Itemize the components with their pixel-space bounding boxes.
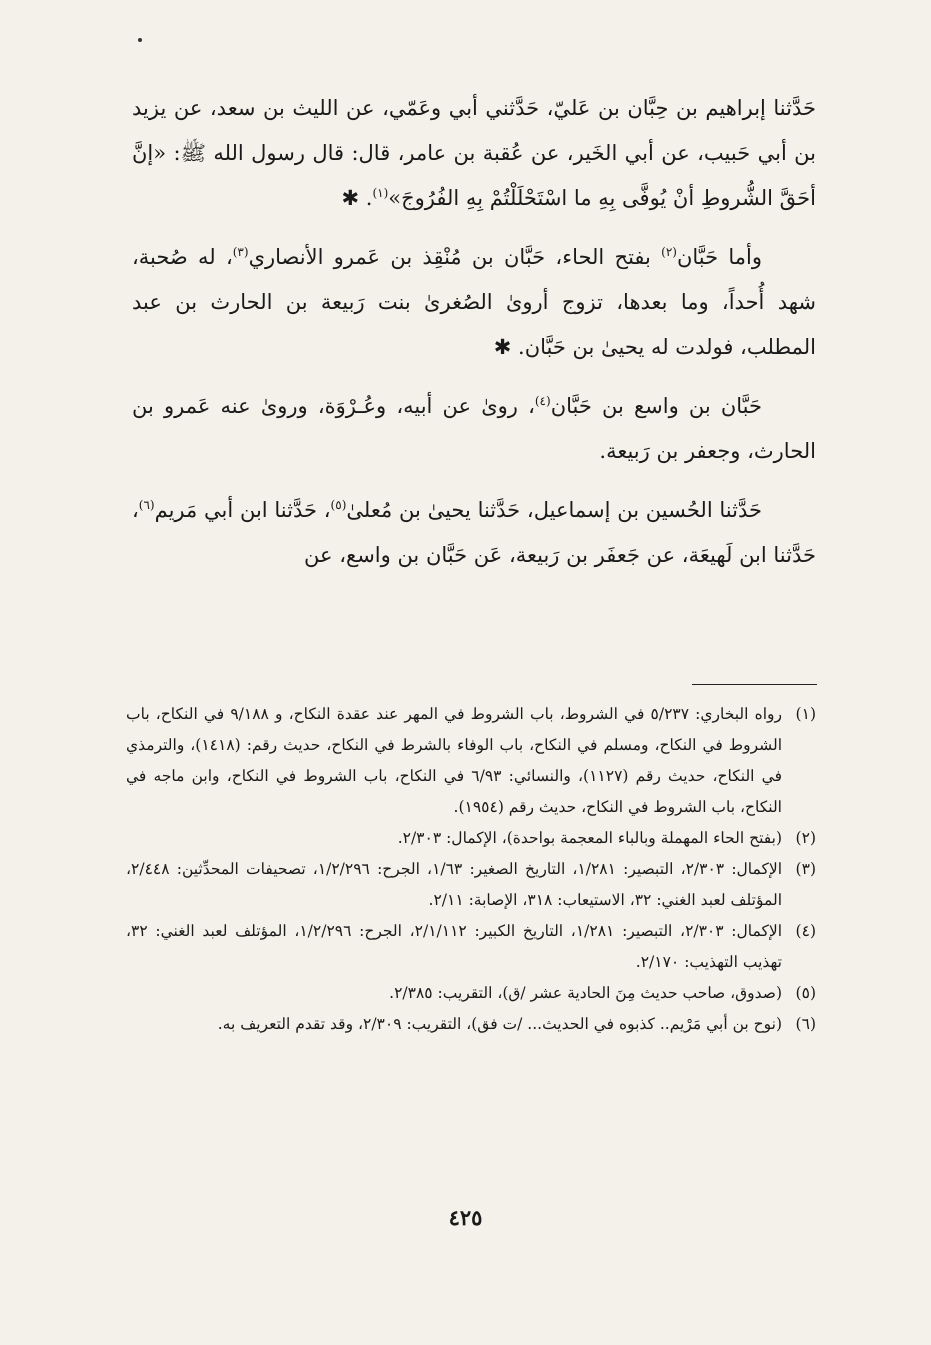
paragraph-text: ، حَدَّثنا ابن لَهيعَة، عن جَعفَر بن رَبيعة، عَن حَبَّان بن واسع، عن	[132, 498, 816, 567]
paragraph-text: حَدَّثنا إبراهيم بن حِبَّان بن عَليّ، حَدَّثني أبي وعَمّي، عن الليث بن سعد، عن يزيد بن أبي حَبيب، عن أبي الخَير، عن عُقبة بن عامر، قال: قال رسول الله ﷺ: «إنَّ أحَقَّ الشُّروطِ أنْ يُوفَّى بِهِ ما اسْتَحْلَلْتُمْ بِهِ الفُرُوجَ»	[132, 96, 816, 210]
footnote	[126, 978, 816, 1009]
footnote	[126, 854, 816, 916]
footnote-number: (٥)	[795, 984, 816, 1002]
footnote-text: الإكمال: ٢/٣٠٣، التبصير: ١/٢٨١، التاريخ الصغير: ١/٦٣، الجرح: ١/٢/٢٩٦، تصحيفات المحدِّثين: ٢/٤٤٨، المؤتلف لعبد الغني: ٣٢، الاستيعاب: ٣١٨، الإصابة: ٢/١١.	[126, 860, 783, 909]
paragraph-text: حَدَّثنا الحُسين بن إسماعيل، حَدَّثنا يحيىٰ بن مُعلىٰ	[346, 498, 762, 522]
footnote-text: (بفتح الحاء المهملة وبالباء المعجمة بواحدة)، الإكمال: ٢/٣٠٣.	[397, 829, 782, 847]
paragraph-text: ، له صُحبة، شهد أُحداً، وما بعدها، تزوج أروىٰ الصُغرىٰ بنت رَبيعة بن الحارث بن عبد المطلب، فولدت له يحيىٰ بن حَبَّان. ✱	[132, 245, 816, 359]
footnote-text: (نوح بن أبي مَرْيم.. كذبوه في الحديث... /ت فق)، التقريب: ٢/٣٠٩، وقد تقدم التعريف به.	[217, 1015, 782, 1033]
main-paragraph	[132, 384, 816, 474]
paragraph-text: وأما حَبَّان	[676, 245, 763, 269]
footnote-number: (٦)	[795, 1015, 816, 1033]
footnote-text: (صدوق، صاحب حديث مِنَ الحادية عشر /ق)، التقريب: ٢/٣٨٥.	[389, 984, 782, 1002]
footnote-marker: (٢)	[661, 245, 677, 259]
footnote-text: رواه البخاري: ٥/٢٣٧ في الشروط، باب الشروط في المهر عند عقدة النكاح، و ٩/١٨٨ في النكاح، باب الشروط في النكاح، ومسلم في النكاح، باب الوفاء بالشرط في النكاح، حديث رقم: (١٤١٨)، والترمذي في النكاح، حديث رقم (١١٢٧)، والنسائي: ٦/٩٣ في النكاح، باب الشروط في النكاح، وابن ماجه في النكاح، باب الشروط في النكاح، حديث رقم (١٩٥٤).	[126, 705, 783, 816]
footnote-separator	[692, 684, 817, 685]
footnote-number: (١)	[795, 705, 816, 723]
main-paragraph	[132, 86, 816, 221]
footnote-marker: (٤)	[534, 394, 551, 408]
paragraph-text: . ✱	[341, 186, 373, 210]
footnote	[126, 699, 816, 823]
page-speck	[138, 38, 142, 42]
main-paragraph	[132, 235, 816, 370]
footnote-marker: (١)	[372, 186, 389, 200]
footnote-marker: (٣)	[232, 245, 249, 259]
footnote-number: (٤)	[795, 922, 816, 940]
footnote	[126, 1009, 816, 1040]
paragraph-text: حَبَّان بن واسع بن حَبَّان	[550, 394, 762, 418]
footnotes	[126, 699, 816, 1040]
footnote-marker: (٥)	[330, 498, 347, 512]
page-number: ٤٢٥	[448, 1205, 483, 1230]
footnote	[126, 823, 816, 854]
footnote	[126, 916, 816, 978]
main-paragraph	[132, 488, 816, 578]
footnote-marker: (٦)	[138, 498, 155, 512]
footnote-number: (٣)	[795, 860, 816, 878]
paragraph-text: ، روىٰ عن أبيه، وعُـرْوَة، وروىٰ عنه عَمرو بن الحارث، وجعفر بن رَبيعة.	[132, 394, 816, 463]
main-text	[132, 86, 816, 592]
paragraph-text: بفتح الحاء، حَبَّان بن مُنْقِذ بن عَمرو الأنصاري	[248, 245, 662, 269]
footnote-number: (٢)	[795, 829, 816, 847]
footnote-text: الإكمال: ٢/٣٠٣، التبصير: ١/٢٨١، التاريخ الكبير: ٢/١/١١٢، الجرح: ١/٢/٢٩٦، المؤتلف لعبد الغني: ٣٢، تهذيب التهذيب: ٢/١٧٠.	[126, 922, 782, 971]
paragraph-text: ، حَدَّثنا ابن أبي مَريم	[154, 498, 331, 522]
